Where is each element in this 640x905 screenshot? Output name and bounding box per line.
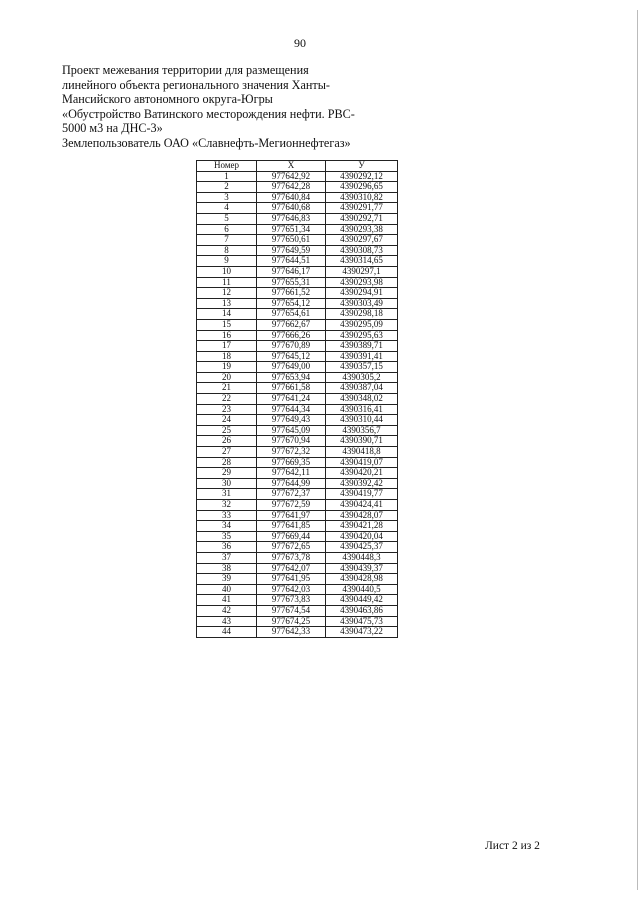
column-header-number: Номер	[197, 161, 257, 172]
x-coordinate-cell: 977649,43	[257, 415, 326, 426]
y-coordinate-cell: 4390316,41	[326, 404, 398, 415]
table-row	[197, 605, 398, 616]
x-coordinate-cell: 977641,97	[257, 510, 326, 521]
table-body	[197, 171, 398, 637]
x-coordinate-cell: 977649,59	[257, 245, 326, 256]
table-row	[197, 309, 398, 320]
table-row	[197, 330, 398, 341]
y-coordinate-cell: 4390297,1	[326, 266, 398, 277]
y-coordinate-cell: 4390440,5	[326, 584, 398, 595]
x-coordinate-cell: 977645,09	[257, 425, 326, 436]
y-coordinate-cell: 4390420,21	[326, 468, 398, 479]
point-number-cell: 36	[197, 542, 257, 553]
point-number-cell: 44	[197, 627, 257, 638]
table-row	[197, 351, 398, 362]
y-coordinate-cell: 4390387,04	[326, 383, 398, 394]
scan-edge-line	[637, 10, 638, 890]
point-number-cell: 9	[197, 256, 257, 267]
point-number-cell: 27	[197, 447, 257, 458]
point-number-cell: 39	[197, 574, 257, 585]
x-coordinate-cell: 977641,95	[257, 574, 326, 585]
point-number-cell: 22	[197, 394, 257, 405]
column-header-y: У	[326, 161, 398, 172]
x-coordinate-cell: 977641,85	[257, 521, 326, 532]
table-row	[197, 235, 398, 246]
y-coordinate-cell: 4390428,07	[326, 510, 398, 521]
x-coordinate-cell: 977644,51	[257, 256, 326, 267]
point-number-cell: 6	[197, 224, 257, 235]
point-number-cell: 14	[197, 309, 257, 320]
x-coordinate-cell: 977673,83	[257, 595, 326, 606]
y-coordinate-cell: 4390390,71	[326, 436, 398, 447]
y-coordinate-cell: 4390292,71	[326, 213, 398, 224]
x-coordinate-cell: 977674,54	[257, 605, 326, 616]
table-row	[197, 383, 398, 394]
table-row	[197, 224, 398, 235]
x-coordinate-cell: 977672,37	[257, 489, 326, 500]
x-coordinate-cell: 977646,83	[257, 213, 326, 224]
y-coordinate-cell: 4390297,67	[326, 235, 398, 246]
y-coordinate-cell: 4390419,07	[326, 457, 398, 468]
y-coordinate-cell: 4390295,09	[326, 319, 398, 330]
x-coordinate-cell: 977646,17	[257, 266, 326, 277]
point-number-cell: 3	[197, 192, 257, 203]
y-coordinate-cell: 4390293,98	[326, 277, 398, 288]
x-coordinate-cell: 977672,59	[257, 500, 326, 511]
x-coordinate-cell: 977672,32	[257, 447, 326, 458]
table-row	[197, 394, 398, 405]
table-row	[197, 298, 398, 309]
point-number-cell: 5	[197, 213, 257, 224]
y-coordinate-cell: 4390293,38	[326, 224, 398, 235]
table-row	[197, 510, 398, 521]
x-coordinate-cell: 977674,25	[257, 616, 326, 627]
point-number-cell: 11	[197, 277, 257, 288]
table-row	[197, 171, 398, 182]
point-number-cell: 34	[197, 521, 257, 532]
y-coordinate-cell: 4390310,82	[326, 192, 398, 203]
x-coordinate-cell: 977650,61	[257, 235, 326, 246]
table-row	[197, 245, 398, 256]
table-row	[197, 627, 398, 638]
point-number-cell: 26	[197, 436, 257, 447]
x-coordinate-cell: 977654,12	[257, 298, 326, 309]
table-row	[197, 478, 398, 489]
point-number-cell: 25	[197, 425, 257, 436]
table-row	[197, 213, 398, 224]
table-row	[197, 425, 398, 436]
point-number-cell: 20	[197, 372, 257, 383]
table-row	[197, 182, 398, 193]
y-coordinate-cell: 4390389,71	[326, 341, 398, 352]
x-coordinate-cell: 977670,89	[257, 341, 326, 352]
table-row	[197, 341, 398, 352]
table-row	[197, 500, 398, 511]
x-coordinate-cell: 977655,31	[257, 277, 326, 288]
table-row	[197, 552, 398, 563]
y-coordinate-cell: 4390296,65	[326, 182, 398, 193]
table-row	[197, 436, 398, 447]
point-number-cell: 10	[197, 266, 257, 277]
y-coordinate-cell: 4390475,73	[326, 616, 398, 627]
y-coordinate-cell: 4390357,15	[326, 362, 398, 373]
point-number-cell: 32	[197, 500, 257, 511]
point-number-cell: 37	[197, 552, 257, 563]
y-coordinate-cell: 4390439,37	[326, 563, 398, 574]
table-row	[197, 415, 398, 426]
point-number-cell: 4	[197, 203, 257, 214]
y-coordinate-cell: 4390295,63	[326, 330, 398, 341]
x-coordinate-cell: 977666,26	[257, 330, 326, 341]
x-coordinate-cell: 977641,24	[257, 394, 326, 405]
table-row	[197, 362, 398, 373]
table-row	[197, 256, 398, 267]
point-number-cell: 8	[197, 245, 257, 256]
sheet-footer: Лист 2 из 2	[485, 840, 540, 852]
x-coordinate-cell: 977649,00	[257, 362, 326, 373]
table-row	[197, 563, 398, 574]
header-line: Проект межевания территории для размещения	[62, 63, 309, 77]
point-number-cell: 41	[197, 595, 257, 606]
table-row	[197, 531, 398, 542]
point-number-cell: 23	[197, 404, 257, 415]
point-number-cell: 35	[197, 531, 257, 542]
point-number-cell: 43	[197, 616, 257, 627]
coordinates-table	[196, 160, 398, 638]
page-number: 90	[294, 36, 306, 50]
point-number-cell: 31	[197, 489, 257, 500]
table-row	[197, 319, 398, 330]
y-coordinate-cell: 4390298,18	[326, 309, 398, 320]
y-coordinate-cell: 4390392,42	[326, 478, 398, 489]
y-coordinate-cell: 4390348,02	[326, 394, 398, 405]
header-line: 5000 м3 на ДНС-3»	[62, 121, 163, 136]
table-row	[197, 595, 398, 606]
table-row	[197, 574, 398, 585]
x-coordinate-cell: 977673,78	[257, 552, 326, 563]
point-number-cell: 1	[197, 171, 257, 182]
table-row	[197, 372, 398, 383]
point-number-cell: 29	[197, 468, 257, 479]
x-coordinate-cell: 977644,99	[257, 478, 326, 489]
y-coordinate-cell: 4390473,22	[326, 627, 398, 638]
document-header	[62, 63, 362, 151]
point-number-cell: 30	[197, 478, 257, 489]
y-coordinate-cell: 4390305,2	[326, 372, 398, 383]
y-coordinate-cell: 4390310,44	[326, 415, 398, 426]
x-coordinate-cell: 977642,33	[257, 627, 326, 638]
x-coordinate-cell: 977640,68	[257, 203, 326, 214]
table-row	[197, 468, 398, 479]
x-coordinate-cell: 977651,34	[257, 224, 326, 235]
table-row	[197, 457, 398, 468]
y-coordinate-cell: 4390428,98	[326, 574, 398, 585]
point-number-cell: 21	[197, 383, 257, 394]
y-coordinate-cell: 4390424,41	[326, 500, 398, 511]
table-row	[197, 192, 398, 203]
y-coordinate-cell: 4390303,49	[326, 298, 398, 309]
x-coordinate-cell: 977661,52	[257, 288, 326, 299]
header-line: линейного объекта регионального значения Ханты-	[62, 77, 330, 92]
table-row	[197, 203, 398, 214]
x-coordinate-cell: 977661,58	[257, 383, 326, 394]
y-coordinate-cell: 4390449,42	[326, 595, 398, 606]
point-number-cell: 40	[197, 584, 257, 595]
table-row	[197, 277, 398, 288]
y-coordinate-cell: 4390292,12	[326, 171, 398, 182]
y-coordinate-cell: 4390356,7	[326, 425, 398, 436]
point-number-cell: 33	[197, 510, 257, 521]
table-row	[197, 288, 398, 299]
y-coordinate-cell: 4390314,65	[326, 256, 398, 267]
header-line: Мансийского автономного округа-Югры	[62, 92, 273, 107]
x-coordinate-cell: 977669,35	[257, 457, 326, 468]
table-row	[197, 266, 398, 277]
point-number-cell: 28	[197, 457, 257, 468]
point-number-cell: 2	[197, 182, 257, 193]
y-coordinate-cell: 4390425,37	[326, 542, 398, 553]
table-row	[197, 489, 398, 500]
point-number-cell: 38	[197, 563, 257, 574]
x-coordinate-cell: 977645,12	[257, 351, 326, 362]
table-row	[197, 521, 398, 532]
point-number-cell: 19	[197, 362, 257, 373]
x-coordinate-cell: 977653,94	[257, 372, 326, 383]
x-coordinate-cell: 977642,11	[257, 468, 326, 479]
table-row	[197, 542, 398, 553]
point-number-cell: 42	[197, 605, 257, 616]
point-number-cell: 16	[197, 330, 257, 341]
x-coordinate-cell: 977642,07	[257, 563, 326, 574]
x-coordinate-cell: 977642,92	[257, 171, 326, 182]
x-coordinate-cell: 977672,65	[257, 542, 326, 553]
x-coordinate-cell: 977662,67	[257, 319, 326, 330]
y-coordinate-cell: 4390419,77	[326, 489, 398, 500]
y-coordinate-cell: 4390420,04	[326, 531, 398, 542]
x-coordinate-cell: 977642,03	[257, 584, 326, 595]
point-number-cell: 18	[197, 351, 257, 362]
table-row	[197, 616, 398, 627]
y-coordinate-cell: 4390448,3	[326, 552, 398, 563]
y-coordinate-cell: 4390418,8	[326, 447, 398, 458]
table-row	[197, 447, 398, 458]
y-coordinate-cell: 4390294,91	[326, 288, 398, 299]
x-coordinate-cell: 977642,28	[257, 182, 326, 193]
header-line: «Обустройство Ватинского месторождения нефти. РВС-	[62, 106, 355, 121]
x-coordinate-cell: 977640,84	[257, 192, 326, 203]
table-row	[197, 404, 398, 415]
y-coordinate-cell: 4390421,28	[326, 521, 398, 532]
point-number-cell: 12	[197, 288, 257, 299]
x-coordinate-cell: 977654,61	[257, 309, 326, 320]
y-coordinate-cell: 4390308,73	[326, 245, 398, 256]
point-number-cell: 13	[197, 298, 257, 309]
y-coordinate-cell: 4390391,41	[326, 351, 398, 362]
point-number-cell: 17	[197, 341, 257, 352]
x-coordinate-cell: 977669,44	[257, 531, 326, 542]
table-header-row	[197, 161, 398, 172]
point-number-cell: 15	[197, 319, 257, 330]
y-coordinate-cell: 4390291,77	[326, 203, 398, 214]
y-coordinate-cell: 4390463,86	[326, 605, 398, 616]
point-number-cell: 7	[197, 235, 257, 246]
header-line: Землепользователь ОАО «Славнефть-Мегионнефтегаз»	[62, 135, 351, 150]
x-coordinate-cell: 977670,94	[257, 436, 326, 447]
point-number-cell: 24	[197, 415, 257, 426]
x-coordinate-cell: 977644,34	[257, 404, 326, 415]
column-header-x: X	[257, 161, 326, 172]
table-row	[197, 584, 398, 595]
